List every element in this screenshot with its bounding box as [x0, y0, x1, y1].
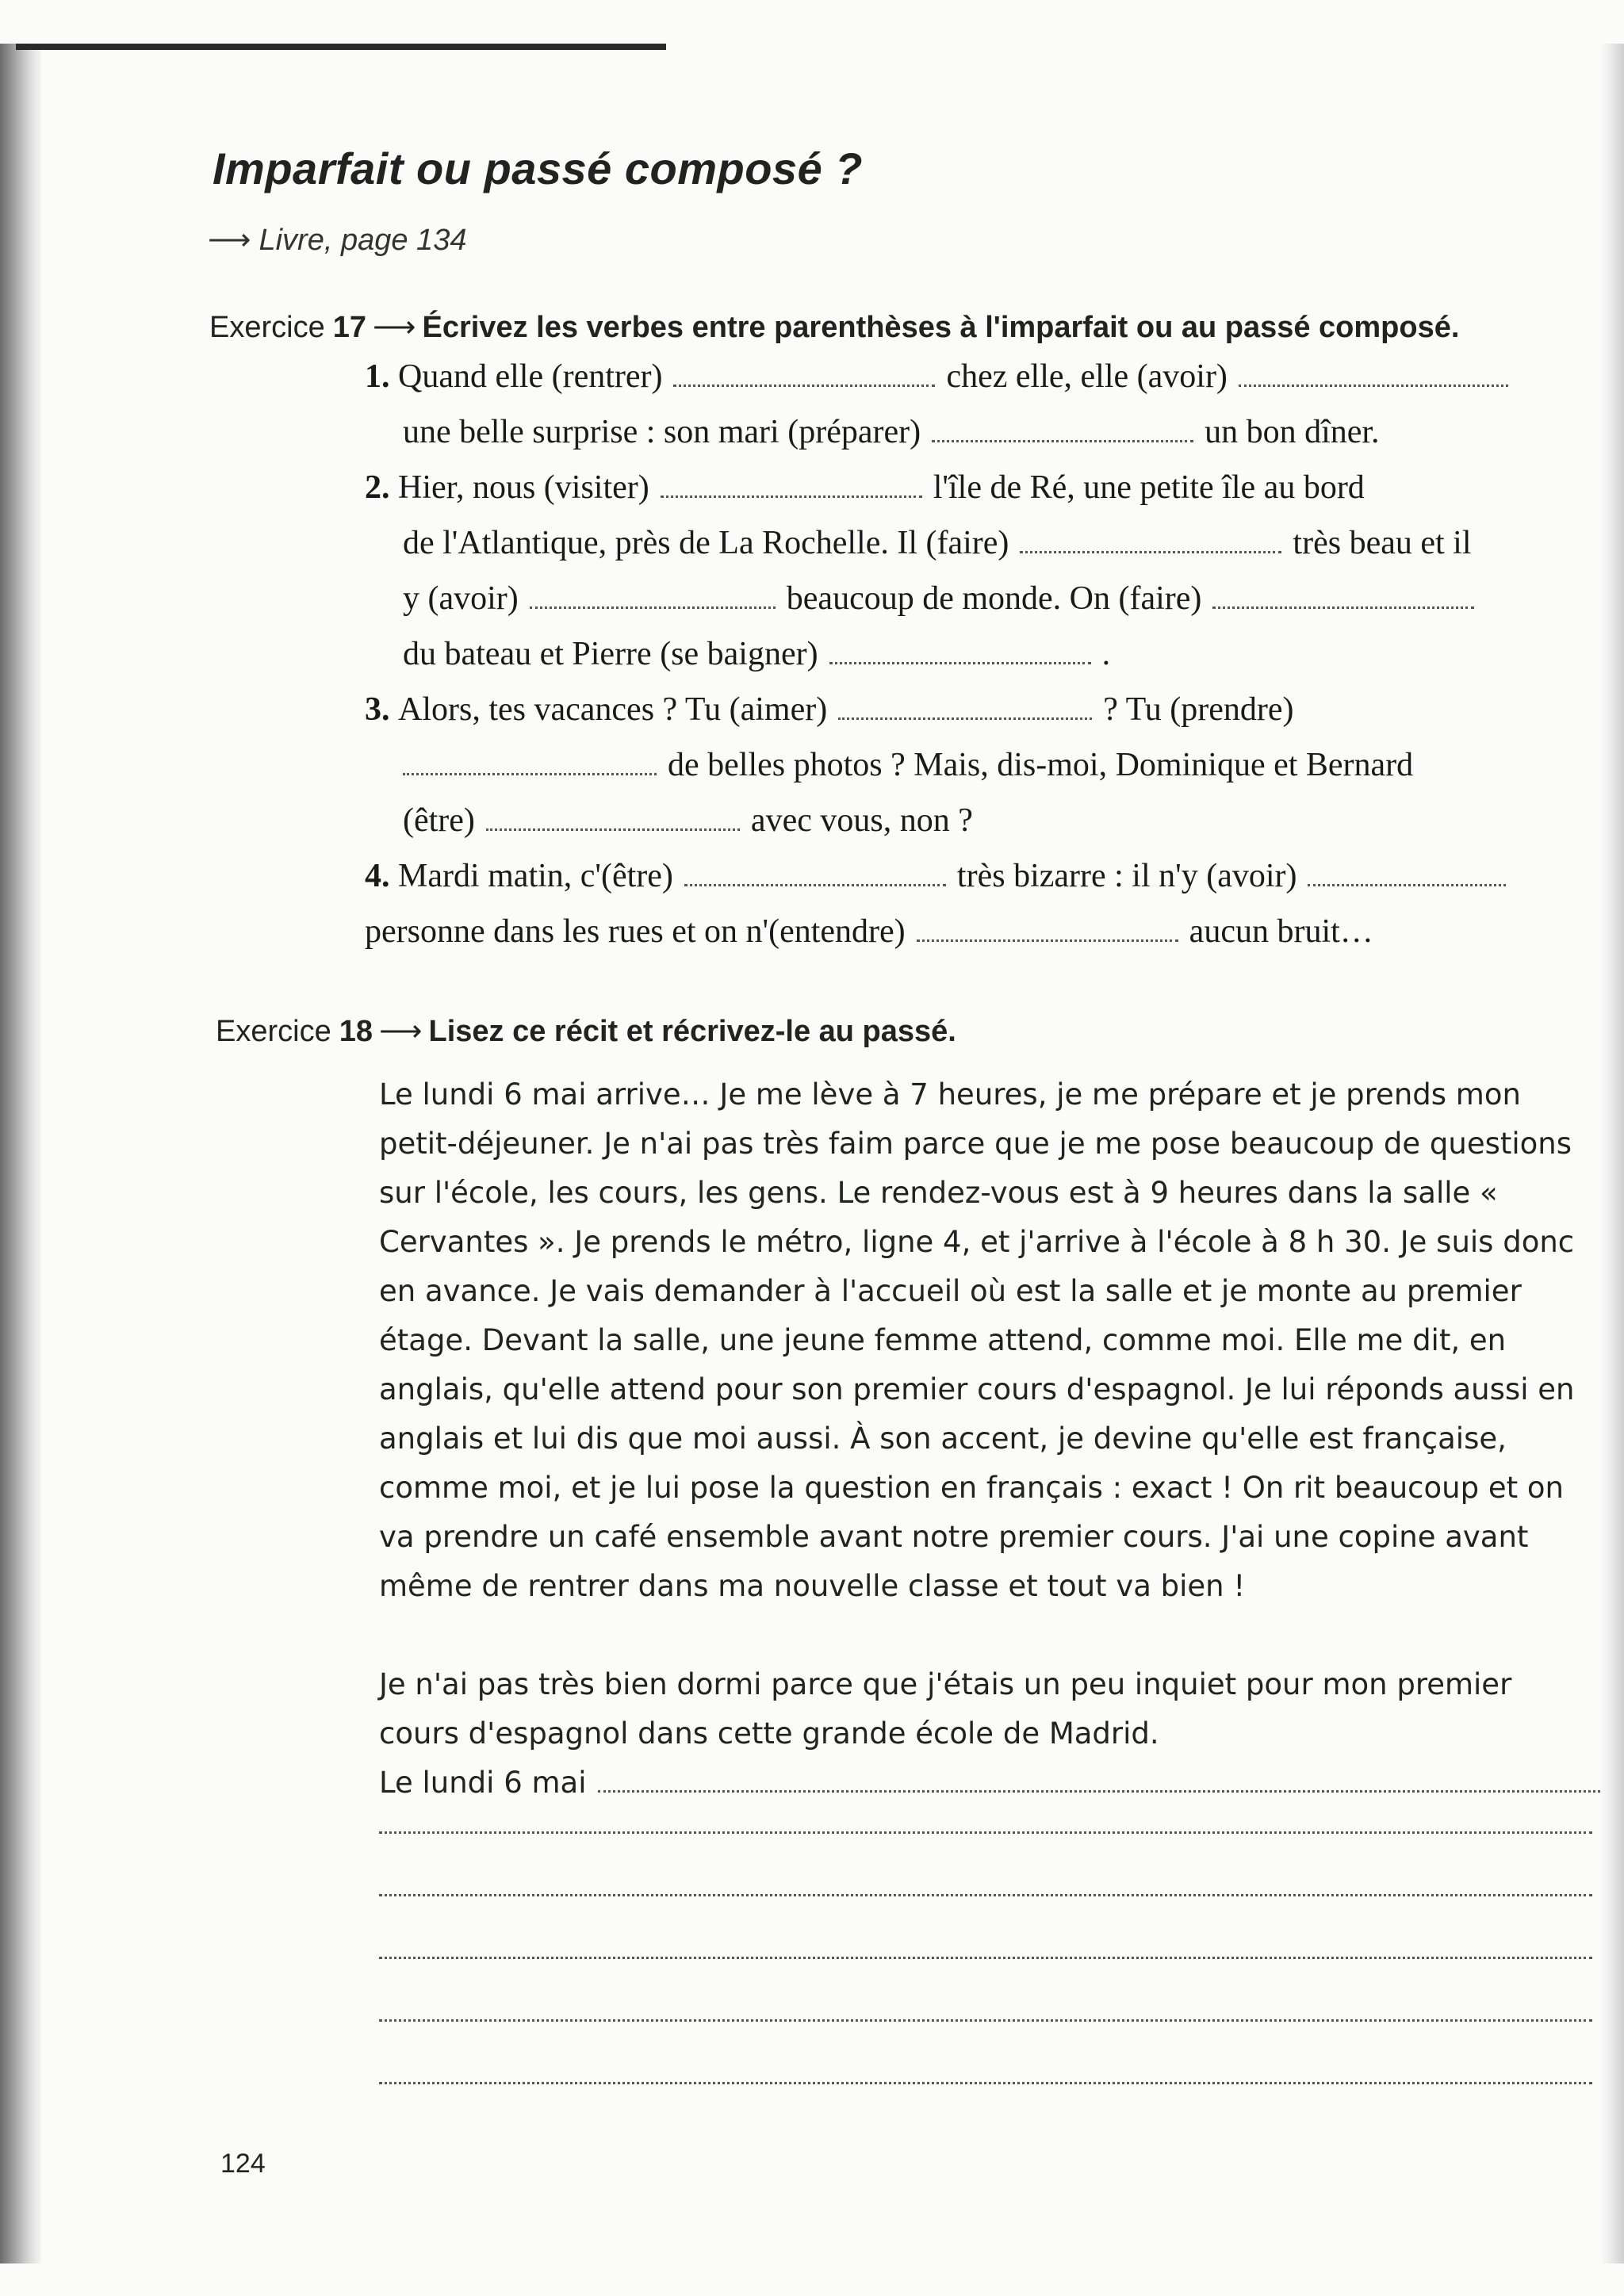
exercise-18-body: [379, 1070, 1600, 2084]
page-number: 124: [220, 2149, 266, 2179]
item-number: 1.: [365, 358, 390, 395]
exercise-line: [365, 515, 1602, 571]
arrow-right-icon: ⟶: [373, 311, 416, 344]
rewrite-start-line: [379, 1758, 1600, 1808]
answer-blank[interactable]: [829, 662, 1091, 664]
line-text: ? Tu (prendre): [1103, 691, 1294, 728]
line-text: .: [1101, 636, 1111, 672]
writing-line[interactable]: [379, 2082, 1592, 2084]
exercise-17-body: [365, 349, 1602, 959]
exercise-line: [365, 349, 1602, 404]
line-text: une belle surprise : son mari (préparer): [403, 414, 921, 450]
line-text: très beau et il: [1293, 525, 1472, 561]
line-text: beaucoup de monde. On (faire): [786, 580, 1202, 617]
exercise-number: 18: [339, 1015, 373, 1048]
writing-line[interactable]: [379, 1894, 1592, 1896]
line-text: très bizarre : il n'y (avoir): [956, 858, 1297, 894]
exercise-line: [365, 737, 1602, 793]
writing-line[interactable]: [379, 2019, 1592, 2022]
answer-blank[interactable]: [932, 440, 1193, 442]
item-number: 4.: [365, 858, 390, 894]
line-text: un bon dîner.: [1205, 414, 1380, 450]
line-text: de l'Atlantique, près de La Rochelle. Il (faire): [403, 525, 1009, 561]
story-text: Le lundi 6 mai arrive… Je me lève à 7 heures, je me prépare et je prends mon petit-déjeuner. Je n'ai pas très faim parce que je me pose beaucoup de questions sur l'école, les cours, les gens. Le rendez-vous est à 9 heures dans la salle « Cervantes ». Je prends le métro, ligne 4, et j'arrive à l'école à 8 h 30. Je suis donc en avance. Je vais demander à l'accueil où est la salle et je monte au premier étage. Devant la salle, une jeune femme attend, comme moi. Elle me dit, en anglais, qu'elle attend pour son premier cours d'espagnol. Je lui réponds aussi en anglais et lui dis que moi aussi. À son accent, je devine qu'elle est française, comme moi, et je lui pose la question en français : exact ! On rit beaucoup et on va prendre un café ensemble avant notre premier cours. J'ai une copine avant même de rentrer dans ma nouvelle classe et tout va bien !: [379, 1077, 1575, 1603]
line-text: aucun bruit…: [1189, 913, 1373, 950]
exercise-line: [365, 571, 1602, 626]
exercise-instruction: Lisez ce récit et récrivez-le au passé.: [428, 1015, 956, 1048]
answer-blank[interactable]: [1020, 551, 1281, 553]
line-text: personne dans les rues et on n'(entendre): [365, 913, 906, 950]
exercise-line: [365, 626, 1602, 682]
answer-blank[interactable]: [917, 939, 1178, 942]
exercise-instruction: Écrivez les verbes entre parenthèses à l'imparfait ou au passé composé.: [422, 311, 1460, 344]
line-text: Mardi matin, c'(être): [398, 858, 673, 894]
line-text: Quand elle (rentrer): [398, 358, 663, 395]
item-number: 2.: [365, 469, 390, 506]
exercise-number: 17: [332, 311, 366, 344]
top-rule: [16, 44, 666, 50]
page-binding-shadow: [0, 44, 41, 2263]
writing-line[interactable]: [379, 1957, 1592, 1959]
line-text: y (avoir): [403, 580, 519, 617]
exercise-17-heading: [209, 309, 1459, 345]
exercise-line: [365, 848, 1602, 904]
rewrite-intro: Je n'ai pas très bien dormi parce que j'étais un peu inquiet pour mon premier cours d'espagnol dans cette grande école de Madrid.: [379, 1667, 1512, 1751]
exercise-line: [365, 904, 1602, 959]
line-text: (être): [403, 802, 475, 839]
arrow-right-icon: ⟶: [208, 224, 251, 257]
answer-blank[interactable]: [486, 828, 740, 831]
line-text: l'île de Ré, une petite île au bord: [933, 469, 1365, 506]
line-text: Hier, nous (visiter): [398, 469, 649, 506]
arrow-right-icon: ⟶: [379, 1015, 423, 1048]
writing-lines: [379, 1831, 1600, 2084]
line-text: chez elle, elle (avoir): [946, 358, 1228, 395]
exercise-label: Exercice: [209, 311, 325, 344]
answer-blank[interactable]: [684, 884, 946, 886]
answer-blank[interactable]: [1239, 385, 1508, 387]
book-reference-text: Livre, page 134: [259, 224, 467, 257]
answer-blank[interactable]: [1308, 884, 1506, 886]
answer-blank[interactable]: [598, 1790, 1601, 1793]
line-text: avec vous, non ?: [750, 802, 973, 839]
answer-blank[interactable]: [661, 496, 922, 498]
line-text: Alors, tes vacances ? Tu (aimer): [398, 691, 828, 728]
item-number: 3.: [365, 691, 390, 728]
rewrite-start-text: Le lundi 6 mai: [379, 1766, 587, 1800]
exercise-label: Exercice: [216, 1015, 331, 1048]
exercise-line: [365, 793, 1602, 848]
line-text: du bateau et Pierre (se baigner): [403, 636, 818, 672]
answer-blank[interactable]: [838, 718, 1092, 720]
exercise-18-heading: [216, 1013, 956, 1049]
page-title: Imparfait ou passé composé ?: [213, 144, 863, 193]
page-edge-shadow: [1600, 44, 1624, 2263]
answer-blank[interactable]: [673, 385, 935, 387]
answer-blank[interactable]: [403, 773, 657, 775]
writing-line[interactable]: [379, 1831, 1592, 1834]
book-reference: [208, 222, 466, 258]
exercise-line: [365, 460, 1602, 515]
line-text: de belles photos ? Mais, dis-moi, Dominique et Bernard: [668, 747, 1414, 783]
exercise-line: [365, 682, 1602, 737]
exercise-line: [365, 404, 1602, 460]
answer-blank[interactable]: [530, 607, 776, 609]
answer-blank[interactable]: [1212, 607, 1474, 609]
